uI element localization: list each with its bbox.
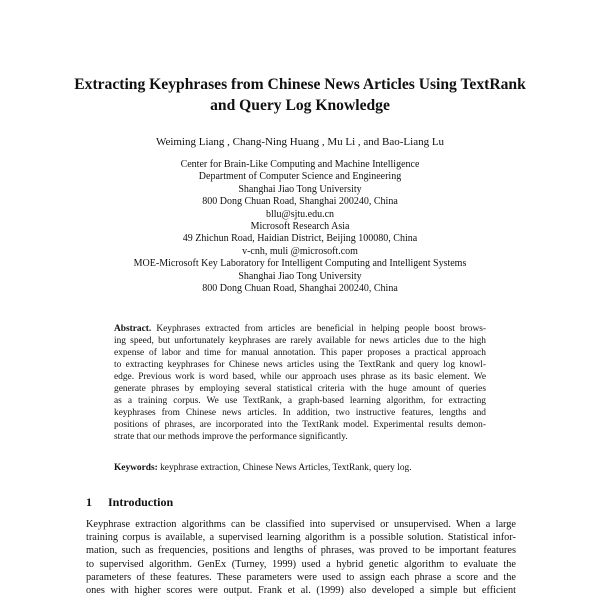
title-line: and Query Log Knowledge xyxy=(210,97,390,114)
section-title: Introduction xyxy=(108,495,174,509)
abstract-line: strate that our methods improve the performance significantly. xyxy=(114,432,348,443)
abstract-text: Keyphrases extracted from articles are beneficial in helping people boost brows- xyxy=(156,324,487,334)
keywords-label: Keywords: xyxy=(114,463,158,473)
author-list: Weiming Liang , Chang-Ning Huang , Mu Li , and Bao-Liang Lu xyxy=(155,136,445,148)
keywords-text: keyphrase extraction, Chinese News Articles, TextRank, query log. xyxy=(160,463,412,473)
abstract-line: to extracting keyphrases for Chinese news articles using the TextRank and query log knowl- xyxy=(114,360,486,371)
affiliation-line: Microsoft Research Asia xyxy=(250,221,350,233)
body-line: to supervised algorithm. GenEx (Turney, 1999) used a hybrid genetic algorithm to evaluate the xyxy=(86,558,516,570)
paper-title xyxy=(60,74,540,116)
abstract-line: ing speed, but unfortunately keyphrases are rarely available for news articles due to the high xyxy=(114,336,486,347)
abstract-line: edge. Previous work is word based, while our approach uses phrase as its basic element. We xyxy=(114,372,486,383)
affiliation-line: Department of Computer Science and Engineering xyxy=(198,171,402,183)
abstract-line: positions of phrases, are incorporated into the TextRank model. Experimental results demon- xyxy=(114,420,486,431)
affiliation-line: 49 Zhichun Road, Haidian District, Beijing 100080, China xyxy=(182,233,418,245)
abstract-label: Abstract. xyxy=(114,324,152,334)
body-line: Keyphrase extraction algorithms can be classified into supervised or unsupervised. When a large xyxy=(86,519,516,530)
abstract-line: keyphrases from Chinese news articles. In addition, two instructive features, lengths and xyxy=(114,408,486,419)
affiliation-email: bllu@sjtu.edu.cn xyxy=(265,208,335,220)
affiliation-line: 800 Dong Chuan Road, Shanghai 200240, China xyxy=(202,283,398,295)
title-line: Extracting Keyphrases from Chinese News Articles Using TextRank xyxy=(74,76,526,93)
body-line: parameters of these features. These parameters were used to assign each phrase a score and the xyxy=(86,571,516,583)
keywords xyxy=(114,462,486,474)
body-line: training corpus is available, a supervised learning algorithm is a possible solution. Statistical infor- xyxy=(86,532,516,544)
abstract xyxy=(114,323,486,443)
affiliation-line: MOE-Microsoft Key Laboratory for Intelligent Computing and Intelligent Systems xyxy=(133,258,467,270)
abstract-line: generate phrases by employing several statistical criteria with the huge amount of queries xyxy=(114,384,486,395)
body-line: ones with higher scores were output. Frank et al. (1999) also developed a simple but efficient xyxy=(86,585,516,597)
abstract-line: as a training corpus. We use TextRank, a graph-based learning algorithm, for extracting xyxy=(114,396,486,407)
abstract-line: expense of labor and time for manual annotation. This paper proposes a practical approach xyxy=(114,348,486,359)
abstract-line xyxy=(114,323,486,335)
section-heading xyxy=(86,495,516,509)
affiliation-line: Shanghai Jiao Tong University xyxy=(238,270,362,282)
affiliation-email: v-cnh, muli @microsoft.com xyxy=(242,245,358,257)
body-text xyxy=(86,518,516,597)
affiliation-line: Shanghai Jiao Tong University xyxy=(238,183,362,195)
affiliation-line: Center for Brain-Like Computing and Machine Intelligence xyxy=(180,159,420,170)
section-number: 1 xyxy=(86,495,92,509)
affiliation-line: 800 Dong Chuan Road, Shanghai 200240, China xyxy=(202,196,398,208)
affiliations xyxy=(60,159,540,295)
body-line: mation, such as frequencies, positions and lengths of phrases, was proved to be important features xyxy=(86,545,516,557)
